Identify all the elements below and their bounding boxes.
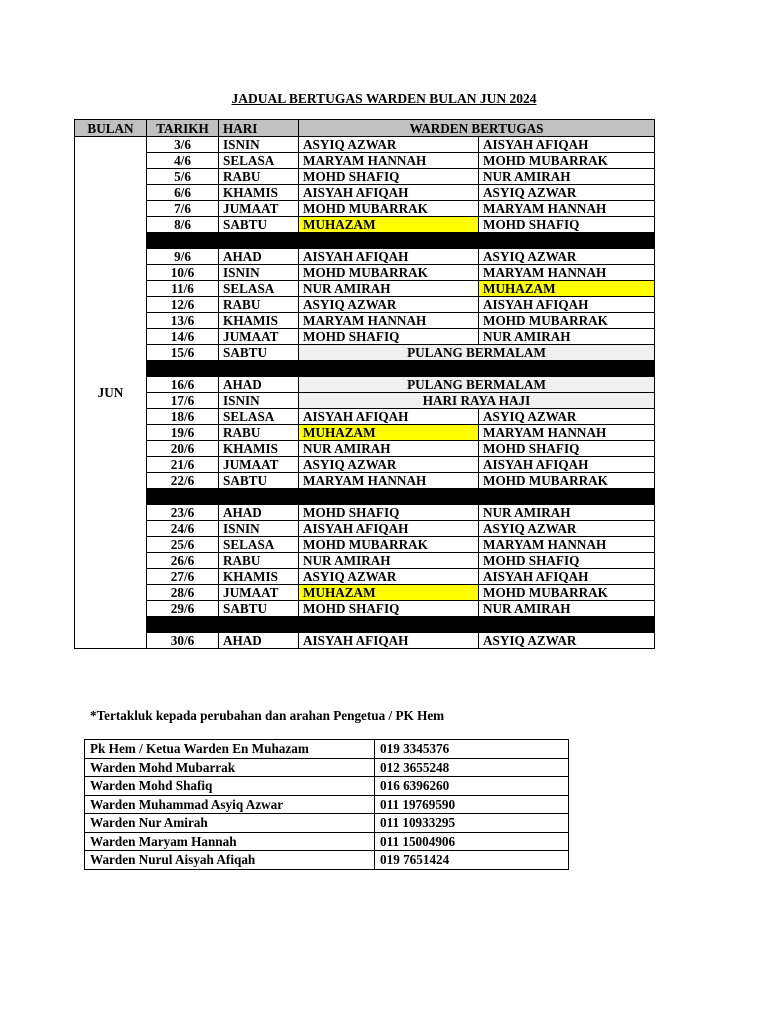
day-cell: RABU bbox=[219, 169, 299, 185]
schedule-row bbox=[75, 281, 655, 297]
day-cell: SELASA bbox=[219, 281, 299, 297]
week-separator-row bbox=[75, 233, 655, 249]
day-cell: RABU bbox=[219, 553, 299, 569]
day-cell: KHAMIS bbox=[219, 313, 299, 329]
day-cell: KHAMIS bbox=[219, 441, 299, 457]
date-cell: 3/6 bbox=[147, 137, 219, 153]
schedule-row bbox=[75, 473, 655, 489]
date-cell: 7/6 bbox=[147, 201, 219, 217]
warden-1-cell: MUHAZAM bbox=[299, 425, 479, 441]
day-cell: AHAD bbox=[219, 505, 299, 521]
schedule-row bbox=[75, 137, 655, 153]
contact-name: Warden Muhammad Asyiq Azwar bbox=[85, 795, 375, 814]
date-cell: 15/6 bbox=[147, 345, 219, 361]
date-cell: 25/6 bbox=[147, 537, 219, 553]
warden-1-cell: MOHD SHAFIQ bbox=[299, 169, 479, 185]
schedule-row bbox=[75, 585, 655, 601]
week-separator bbox=[147, 489, 655, 505]
warden-2-cell: ASYIQ AZWAR bbox=[479, 185, 655, 201]
contact-name: Pk Hem / Ketua Warden En Muhazam bbox=[85, 740, 375, 759]
day-cell: ISNIN bbox=[219, 393, 299, 409]
schedule-row bbox=[75, 633, 655, 649]
week-separator bbox=[147, 361, 655, 377]
warden-1-cell: MARYAM HANNAH bbox=[299, 313, 479, 329]
warden-1-cell: MOHD SHAFIQ bbox=[299, 329, 479, 345]
week-separator bbox=[147, 617, 655, 633]
month-cell: JUN bbox=[75, 137, 147, 649]
day-cell: KHAMIS bbox=[219, 185, 299, 201]
day-cell: SABTU bbox=[219, 345, 299, 361]
header-warden-bertugas: WARDEN BERTUGAS bbox=[299, 120, 655, 137]
warden-1-cell: AISYAH AFIQAH bbox=[299, 185, 479, 201]
day-cell: SELASA bbox=[219, 537, 299, 553]
warden-1-cell: MOHD MUBARRAK bbox=[299, 201, 479, 217]
date-cell: 5/6 bbox=[147, 169, 219, 185]
warden-1-cell: NUR AMIRAH bbox=[299, 281, 479, 297]
contact-row bbox=[85, 814, 569, 833]
contact-name: Warden Mohd Shafiq bbox=[85, 777, 375, 796]
warden-1-cell: ASYIQ AZWAR bbox=[299, 297, 479, 313]
date-cell: 27/6 bbox=[147, 569, 219, 585]
warden-1-cell: MOHD SHAFIQ bbox=[299, 505, 479, 521]
date-cell: 11/6 bbox=[147, 281, 219, 297]
warden-1-cell: ASYIQ AZWAR bbox=[299, 457, 479, 473]
header-hari: HARI bbox=[219, 120, 299, 137]
date-cell: 8/6 bbox=[147, 217, 219, 233]
warden-2-cell: MOHD MUBARRAK bbox=[479, 153, 655, 169]
warden-1-cell: MOHD SHAFIQ bbox=[299, 601, 479, 617]
contacts-body bbox=[85, 740, 569, 870]
schedule-row bbox=[75, 601, 655, 617]
warden-2-cell: NUR AMIRAH bbox=[479, 505, 655, 521]
contact-row bbox=[85, 832, 569, 851]
warden-1-cell: MUHAZAM bbox=[299, 217, 479, 233]
contacts-table bbox=[84, 739, 569, 870]
date-cell: 10/6 bbox=[147, 265, 219, 281]
contact-row bbox=[85, 740, 569, 759]
day-cell: JUMAAT bbox=[219, 201, 299, 217]
date-cell: 6/6 bbox=[147, 185, 219, 201]
date-cell: 20/6 bbox=[147, 441, 219, 457]
day-cell: JUMAAT bbox=[219, 457, 299, 473]
warden-2-cell: MARYAM HANNAH bbox=[479, 425, 655, 441]
warden-1-cell: NUR AMIRAH bbox=[299, 441, 479, 457]
contact-name: Warden Nurul Aisyah Afiqah bbox=[85, 851, 375, 870]
duty-schedule-table bbox=[74, 119, 655, 649]
page-title-text: JADUAL BERTUGAS WARDEN BULAN JUN 2024 bbox=[231, 91, 537, 106]
schedule-row bbox=[75, 153, 655, 169]
schedule-row bbox=[75, 313, 655, 329]
day-cell: SABTU bbox=[219, 473, 299, 489]
contact-row bbox=[85, 758, 569, 777]
warden-1-cell: AISYAH AFIQAH bbox=[299, 409, 479, 425]
day-cell: SABTU bbox=[219, 601, 299, 617]
day-cell: JUMAAT bbox=[219, 585, 299, 601]
note-cell: PULANG BERMALAM bbox=[299, 345, 655, 361]
date-cell: 14/6 bbox=[147, 329, 219, 345]
contact-name: Warden Mohd Mubarrak bbox=[85, 758, 375, 777]
warden-1-cell: MARYAM HANNAH bbox=[299, 153, 479, 169]
footnote: *Tertakluk kepada perubahan dan arahan Pengetua / PK Hem bbox=[90, 708, 445, 723]
date-cell: 28/6 bbox=[147, 585, 219, 601]
header-tarikh: TARIKH bbox=[147, 120, 219, 137]
note-cell: PULANG BERMALAM bbox=[299, 377, 655, 393]
day-cell: AHAD bbox=[219, 633, 299, 649]
contact-name: Warden Nur Amirah bbox=[85, 814, 375, 833]
day-cell: JUMAAT bbox=[219, 329, 299, 345]
warden-2-cell: ASYIQ AZWAR bbox=[479, 633, 655, 649]
warden-2-cell: NUR AMIRAH bbox=[479, 329, 655, 345]
warden-2-cell: MOHD SHAFIQ bbox=[479, 217, 655, 233]
contact-phone: 012 3655248 bbox=[375, 758, 569, 777]
warden-2-cell: AISYAH AFIQAH bbox=[479, 137, 655, 153]
note-cell: HARI RAYA HAJI bbox=[299, 393, 655, 409]
day-cell: AHAD bbox=[219, 377, 299, 393]
day-cell: AHAD bbox=[219, 249, 299, 265]
warden-1-cell: MOHD MUBARRAK bbox=[299, 265, 479, 281]
warden-2-cell: MOHD SHAFIQ bbox=[479, 553, 655, 569]
schedule-row bbox=[75, 345, 655, 361]
date-cell: 26/6 bbox=[147, 553, 219, 569]
contact-phone: 019 7651424 bbox=[375, 851, 569, 870]
day-cell: ISNIN bbox=[219, 521, 299, 537]
warden-2-cell: MARYAM HANNAH bbox=[479, 537, 655, 553]
schedule-row bbox=[75, 425, 655, 441]
schedule-row bbox=[75, 377, 655, 393]
warden-2-cell: MUHAZAM bbox=[479, 281, 655, 297]
contact-phone: 011 10933295 bbox=[375, 814, 569, 833]
contact-row bbox=[85, 795, 569, 814]
date-cell: 4/6 bbox=[147, 153, 219, 169]
date-cell: 18/6 bbox=[147, 409, 219, 425]
warden-2-cell: AISYAH AFIQAH bbox=[479, 457, 655, 473]
schedule-row bbox=[75, 505, 655, 521]
week-separator-row bbox=[75, 361, 655, 377]
schedule-row bbox=[75, 457, 655, 473]
warden-2-cell: ASYIQ AZWAR bbox=[479, 249, 655, 265]
date-cell: 19/6 bbox=[147, 425, 219, 441]
schedule-row bbox=[75, 249, 655, 265]
warden-1-cell: NUR AMIRAH bbox=[299, 553, 479, 569]
day-cell: KHAMIS bbox=[219, 569, 299, 585]
warden-2-cell: MARYAM HANNAH bbox=[479, 201, 655, 217]
warden-1-cell: ASYIQ AZWAR bbox=[299, 569, 479, 585]
date-cell: 16/6 bbox=[147, 377, 219, 393]
warden-2-cell: NUR AMIRAH bbox=[479, 169, 655, 185]
schedule-row bbox=[75, 393, 655, 409]
warden-2-cell: MOHD MUBARRAK bbox=[479, 473, 655, 489]
schedule-body bbox=[75, 137, 655, 649]
day-cell: ISNIN bbox=[219, 137, 299, 153]
date-cell: 12/6 bbox=[147, 297, 219, 313]
schedule-row bbox=[75, 569, 655, 585]
date-cell: 13/6 bbox=[147, 313, 219, 329]
warden-1-cell: AISYAH AFIQAH bbox=[299, 521, 479, 537]
day-cell: SELASA bbox=[219, 153, 299, 169]
schedule-row bbox=[75, 217, 655, 233]
warden-2-cell: MARYAM HANNAH bbox=[479, 265, 655, 281]
date-cell: 21/6 bbox=[147, 457, 219, 473]
day-cell: SABTU bbox=[219, 217, 299, 233]
day-cell: RABU bbox=[219, 425, 299, 441]
schedule-row bbox=[75, 185, 655, 201]
warden-1-cell: MOHD MUBARRAK bbox=[299, 537, 479, 553]
date-cell: 24/6 bbox=[147, 521, 219, 537]
contact-phone: 019 3345376 bbox=[375, 740, 569, 759]
header-bulan: BULAN bbox=[75, 120, 147, 137]
day-cell: RABU bbox=[219, 297, 299, 313]
schedule-row bbox=[75, 521, 655, 537]
warden-1-cell: MUHAZAM bbox=[299, 585, 479, 601]
contact-name: Warden Maryam Hannah bbox=[85, 832, 375, 851]
warden-2-cell: ASYIQ AZWAR bbox=[479, 521, 655, 537]
warden-1-cell: MARYAM HANNAH bbox=[299, 473, 479, 489]
week-separator bbox=[147, 233, 655, 249]
contact-phone: 011 15004906 bbox=[375, 832, 569, 851]
warden-1-cell: ASYIQ AZWAR bbox=[299, 137, 479, 153]
date-cell: 29/6 bbox=[147, 601, 219, 617]
day-cell: SELASA bbox=[219, 409, 299, 425]
warden-1-cell: AISYAH AFIQAH bbox=[299, 249, 479, 265]
day-cell: ISNIN bbox=[219, 265, 299, 281]
date-cell: 23/6 bbox=[147, 505, 219, 521]
date-cell: 30/6 bbox=[147, 633, 219, 649]
warden-2-cell: MOHD MUBARRAK bbox=[479, 585, 655, 601]
schedule-header-row bbox=[75, 120, 655, 137]
warden-2-cell: MOHD MUBARRAK bbox=[479, 313, 655, 329]
schedule-row bbox=[75, 297, 655, 313]
schedule-row bbox=[75, 441, 655, 457]
warden-2-cell: NUR AMIRAH bbox=[479, 601, 655, 617]
warden-1-cell: AISYAH AFIQAH bbox=[299, 633, 479, 649]
contact-row bbox=[85, 851, 569, 870]
contact-row bbox=[85, 777, 569, 796]
warden-2-cell: AISYAH AFIQAH bbox=[479, 569, 655, 585]
schedule-row bbox=[75, 265, 655, 281]
week-separator-row bbox=[75, 617, 655, 633]
schedule-row bbox=[75, 329, 655, 345]
contact-phone: 011 19769590 bbox=[375, 795, 569, 814]
schedule-row bbox=[75, 409, 655, 425]
contact-phone: 016 6396260 bbox=[375, 777, 569, 796]
date-cell: 22/6 bbox=[147, 473, 219, 489]
date-cell: 17/6 bbox=[147, 393, 219, 409]
schedule-row bbox=[75, 537, 655, 553]
date-cell: 9/6 bbox=[147, 249, 219, 265]
warden-2-cell: MOHD SHAFIQ bbox=[479, 441, 655, 457]
schedule-row bbox=[75, 201, 655, 217]
week-separator-row bbox=[75, 489, 655, 505]
schedule-row bbox=[75, 553, 655, 569]
warden-2-cell: ASYIQ AZWAR bbox=[479, 409, 655, 425]
page-title bbox=[0, 91, 768, 107]
schedule-row bbox=[75, 169, 655, 185]
warden-2-cell: AISYAH AFIQAH bbox=[479, 297, 655, 313]
